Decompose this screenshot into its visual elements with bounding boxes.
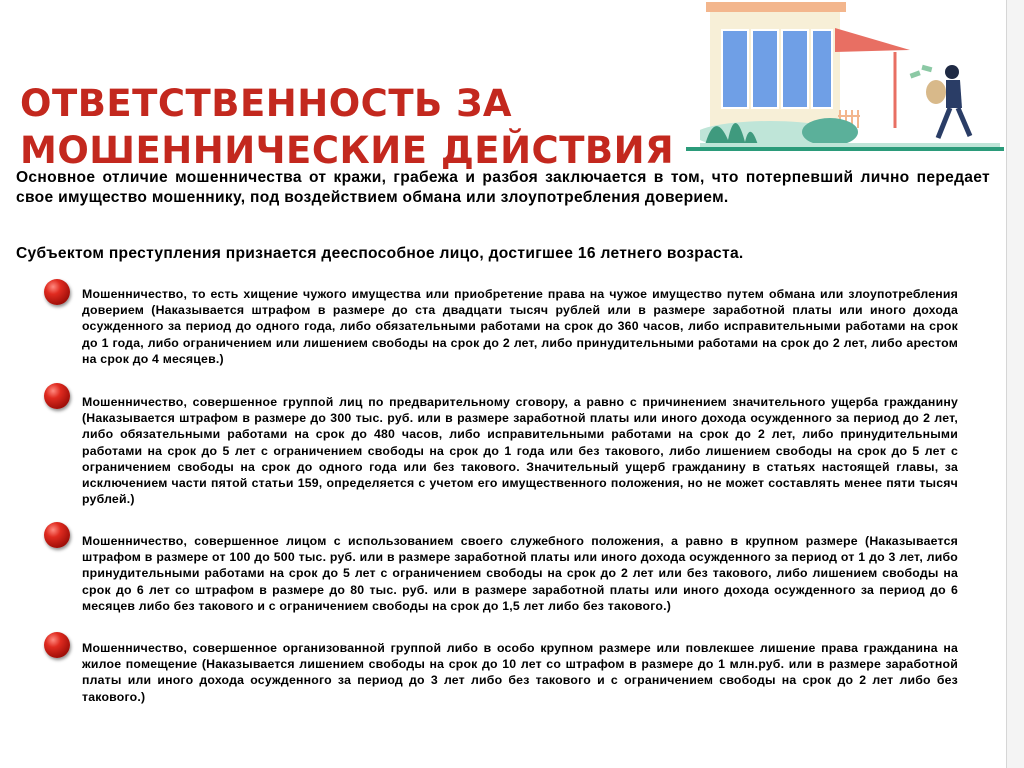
awning bbox=[835, 28, 910, 52]
title-underline bbox=[686, 147, 1004, 151]
house-window-4 bbox=[812, 30, 832, 108]
intro-paragraph: Основное отличие мошенничества от кражи, грабежа и разбоя заключается в том, что потерпевший лично передает свое имущество мошеннику, под воздействием обмана или злоупотребления доверием. bbox=[16, 169, 990, 206]
subject-paragraph: Субъектом преступления признается дееспособное лицо, достигшее 16 летнего возраста. bbox=[16, 245, 744, 262]
bullet-icon bbox=[44, 522, 70, 548]
list-item-3: Мошенничество, совершенное лицом с использованием своего служебного положения, а равно в крупном размере (Наказывается штрафом в размере от 100 до 500 тыс. руб. или в размере заработной платы или иного дохода осужденного за период от 1 до 3 лет, либо принудительными работами на срок до 5 лет с ограничением свободы на срок до 2 лет или без такового, либо лишением свободы на срок до 6 лет со штрафом в размере до 80 тыс. руб. или в размере заработной платы или иного дохода осужденного за период до 6 месяцев либо без такового и с ограничением свободы на срок до 1,5 лет либо без такового.) bbox=[82, 534, 958, 613]
bullet-icon bbox=[44, 383, 70, 409]
money-bag bbox=[926, 80, 946, 104]
list-item-2: Мошенничество, совершенное группой лиц по предварительному сговору, а равно с причинением значительного ущерба гражданину (Наказывается штрафом в размере до 300 тыс. руб. или в размере заработной платы или иного дохода осужденного за период до 2 лет, либо обязательными работами на срок до 480 часов, либо исправительными работами на срок до 2 лет, либо принудительными работами на срок до 5 лет с ограничением свободы на срок до 1 года или без такового, либо лишением свободы на срок до 5 лет с ограничением свободы на срок до одного года или без такового. Значительный ущерб гражданину в статьях настоящей главы, за исключением части пятой статьи 159, определяется с учетом его имущественного положения, но не может составлять менее пяти тысяч рублей.) bbox=[82, 395, 958, 507]
house-window-2 bbox=[752, 30, 778, 108]
house-window-3 bbox=[782, 30, 808, 108]
thief-figure bbox=[910, 65, 970, 138]
house-thief-illustration bbox=[700, 0, 1000, 150]
slide-frame-edge bbox=[1006, 0, 1024, 768]
title-line-2: МОШЕННИЧЕСКИЕ ДЕЙСТВИЯ bbox=[20, 129, 675, 172]
list-item-4: Мошенничество, совершенное организованной группой либо в особо крупном размере или повлекшее лишение права гражданина на жилое помещение (Наказывается лишением свободы на срок до 10 лет со штрафом в размере до 1 млн.руб. или в размере заработной платы или иного дохода осужденного за период до 3 лет либо без такового и с ограничением свободы на срок до 2 лет либо без такового.) bbox=[82, 641, 958, 704]
house-roof-trim bbox=[706, 2, 846, 12]
house-window-1 bbox=[722, 30, 748, 108]
list-item-1: Мошенничество, то есть хищение чужого имущества или приобретение права на чужое имущество путем обмана или злоупотребления доверием (Наказывается штрафом в размере до ста двадцати тысяч рублей или в размере заработной платы или иного дохода осужденного за период до одного года, либо обязательными работами на срок до 360 часов, либо исправительными работами на срок до 1 года, либо ограничением или лишением свободы на срок до 2 лет, либо принудительными работами на срок до 2 лет, либо арестом на срок до 4 месяцев.) bbox=[82, 287, 958, 366]
title-line-1: ОТВЕТСТВЕННОСТЬ ЗА bbox=[20, 82, 513, 125]
bullet-icon bbox=[44, 279, 70, 305]
bullet-icon bbox=[44, 632, 70, 658]
page-title bbox=[20, 80, 674, 174]
bush-right bbox=[802, 118, 858, 146]
